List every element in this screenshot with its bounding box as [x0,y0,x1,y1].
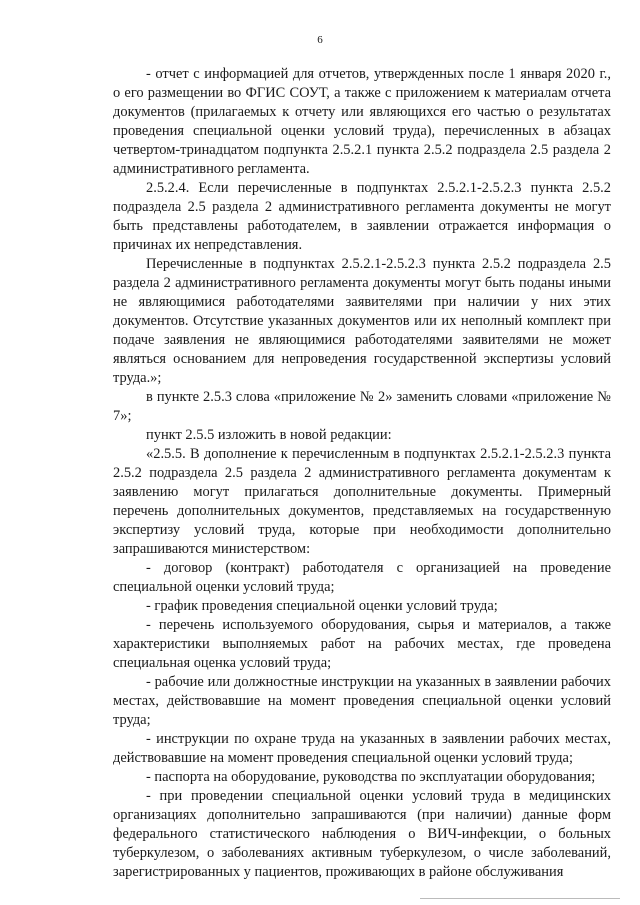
list-item-contract: - договор (контракт) работодателя с организацией на проведение специальной оценки условий труда; [113,560,611,595]
list-item-job-instructions: - рабочие или должностные инструкции на указанных в заявлении рабочих местах, действовавшие на момент проведения специальной оценки условий труда; [113,674,611,728]
page-number: 6 [317,34,323,46]
list-item-equipment-list: - перечень используемого оборудования, сырья и материалов, а также характеристики выполняемых работ на рабочих местах, где проведена специальная оценка условий труда; [113,617,611,671]
paragraph-2-5-2-4: 2.5.2.4. Если перечисленные в подпунктах 2.5.2.1-2.5.2.3 пункта 2.5.2 подраздела 2.5 раздела 2 административного регламента документы не могут быть представлены работодателем, в заявлении отражается информация о причинах их непредставления. [113,180,611,253]
paragraph-report-info: - отчет с информацией для отчетов, утвержденных после 1 января 2020 г., о его размещении во ФГИС СОУТ, а также с приложением к материалам отчета документов (прилагаемых к отчету или являющихся его частью о результатах проведения специальной оценки условий труда), перечисленных в абзацах четвертом-тринадцатом подпункта 2.5.2.1 пункта 2.5.2 подраздела 2.5 раздела 2 административного регламента. [113,66,611,177]
footer-divider [420,898,620,899]
document-body [113,65,611,882]
paragraph-2-5-5-text: «2.5.5. В дополнение к перечисленным в подпунктах 2.5.2.1-2.5.2.3 пункта 2.5.2 подраздела 2.5 раздела 2 административного регламента документам к заявлению могут прилагаться дополнительные документы. Примерный перечень дополнительных документов, представляемых на государственную экспертизу условий труда, которые при необходимости дополнительно запрашиваются министерством: [113,446,611,557]
paragraph-2-5-5-intro: пункт 2.5.5 изложить в новой редакции: [146,427,392,443]
list-item-safety-instructions: - инструкции по охране труда на указанных в заявлении рабочих местах, действовавшие на момент проведения специальной оценки условий труда; [113,731,611,766]
paragraph-2-5-3-amendment: в пункте 2.5.3 слова «приложение № 2» заменить словами «приложение № 7»; [113,389,611,424]
list-item-schedule: - график проведения специальной оценки условий труда; [146,598,498,614]
list-item-medical-organizations: - при проведении специальной оценки условий труда в медицинских организациях дополнительно запрашиваются (при наличии) данные форм федерального статистического наблюдения о ВИЧ-инфекции, о больных туберкулезом, о заболеваниях активным туберкулезом, о числе заболеваний, зарегистрированных у пациентов, проживающих в районе обслуживания [113,788,611,880]
paragraph-non-employer-applicants: Перечисленные в подпунктах 2.5.2.1-2.5.2.3 пункта 2.5.2 подраздела 2.5 раздела 2 административного регламента документы могут быть поданы иными не являющимися работодателями заявителями при наличии у них этих документов. Отсутствие указанных документов или их неполный комплект при подаче заявления не являющимися работодателями заявителями не может являться основанием для непроведения государственной экспертизы условий труда.»; [113,256,611,386]
list-item-equipment-passports: - паспорта на оборудование, руководства по эксплуатации оборудования; [146,769,596,785]
